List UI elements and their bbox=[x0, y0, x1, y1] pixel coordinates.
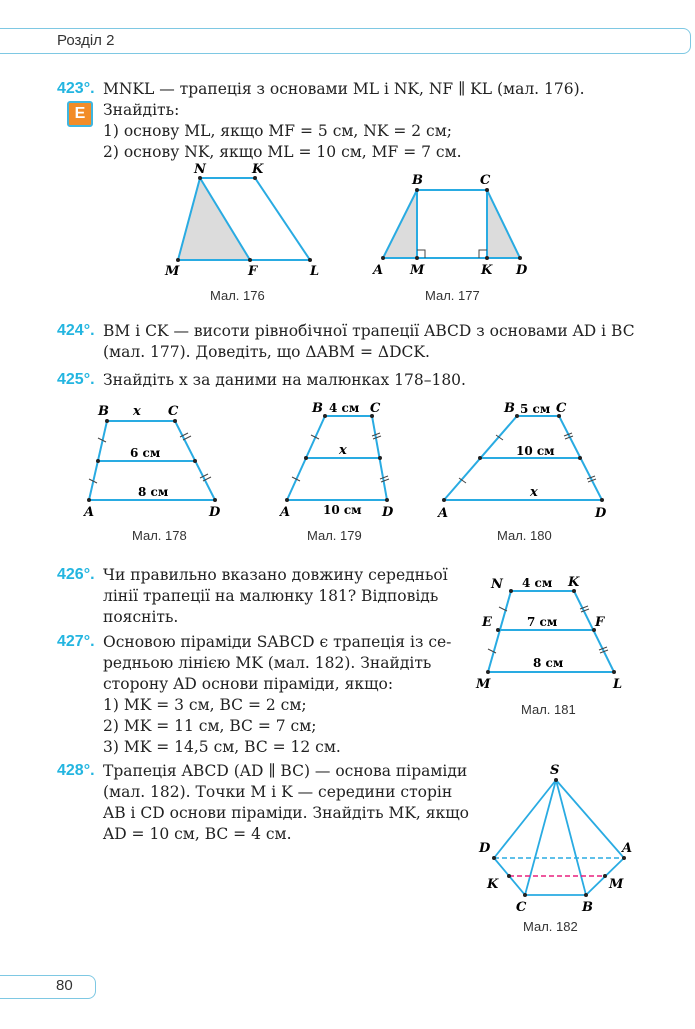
label-b: B bbox=[412, 173, 423, 188]
page-number: 80 bbox=[56, 977, 73, 994]
problem-427-line: 2) MK = 11 см, BC = 7 см; bbox=[103, 717, 317, 735]
label-c: C bbox=[168, 404, 179, 419]
label-d: D bbox=[209, 505, 221, 520]
problem-423-line: Знайдіть: bbox=[103, 101, 180, 119]
caption-176: Мал. 176 bbox=[210, 288, 265, 303]
value-bottom: 8 см bbox=[138, 485, 169, 499]
problem-424-line: (мал. 177). Доведіть, що ΔABM = ΔDCK. bbox=[103, 343, 430, 361]
problem-427-line: 1) MK = 3 см, BC = 2 см; bbox=[103, 696, 307, 714]
label-b: B bbox=[582, 900, 593, 915]
label-b: B bbox=[98, 404, 109, 419]
value-bottom: 8 см bbox=[533, 656, 564, 670]
problem-427-line: сторону AD основи піраміди, якщо: bbox=[103, 675, 394, 693]
label-f: F bbox=[595, 615, 605, 630]
problem-426-line: лінії трапеції на малюнку 181? Відповідь bbox=[103, 587, 439, 605]
problem-428-line: AB і CD основи піраміди. Знайдіть MK, якщо bbox=[103, 804, 469, 822]
value-top: 4 см bbox=[329, 401, 360, 415]
value-mid: x bbox=[339, 443, 347, 458]
label-s: S bbox=[550, 763, 560, 778]
figure-176 bbox=[160, 162, 340, 280]
label-n: N bbox=[491, 577, 503, 592]
label-c: C bbox=[556, 401, 567, 416]
label-k: K bbox=[487, 877, 499, 892]
label-e: E bbox=[482, 615, 492, 630]
value-bottom: x bbox=[530, 485, 538, 500]
label-d: D bbox=[595, 506, 607, 521]
label-b: B bbox=[504, 401, 515, 416]
problem-number-423: 423°. bbox=[57, 80, 95, 97]
problem-number-424: 424°. bbox=[57, 322, 95, 339]
problem-423-line: MNKL — трапеція з основами ML і NK, NF ∥ KL (мал. 176). bbox=[103, 80, 585, 98]
problem-number-425: 425°. bbox=[57, 371, 95, 388]
label-a: A bbox=[84, 505, 95, 520]
label-k: K bbox=[481, 263, 493, 278]
problem-number-428: 428°. bbox=[57, 762, 95, 779]
label-a: A bbox=[373, 263, 384, 278]
problem-426-line: поясніть. bbox=[103, 608, 179, 626]
label-l: L bbox=[613, 677, 623, 692]
value-top: x bbox=[133, 404, 141, 419]
figure-180 bbox=[432, 396, 622, 521]
label-m: M bbox=[410, 263, 425, 278]
caption-177: Мал. 177 bbox=[425, 288, 480, 303]
caption-179: Мал. 179 bbox=[307, 528, 362, 543]
label-a: A bbox=[438, 506, 449, 521]
problem-423-line: 2) основу NK, якщо ML = 10 см, MF = 7 см. bbox=[103, 143, 462, 161]
label-k: K bbox=[568, 575, 580, 590]
problem-427-line: Основою піраміди SABCD є трапеція із се- bbox=[103, 633, 452, 651]
value-top: 4 см bbox=[522, 576, 553, 590]
figure-181 bbox=[470, 570, 640, 695]
label-d: D bbox=[479, 841, 491, 856]
problem-427-line: 3) MK = 14,5 см, BC = 12 см. bbox=[103, 738, 341, 756]
label-c: C bbox=[370, 401, 381, 416]
caption-181: Мал. 181 bbox=[521, 702, 576, 717]
label-b: B bbox=[312, 401, 323, 416]
footer-bar bbox=[0, 975, 96, 999]
value-mid: 7 см bbox=[527, 615, 558, 629]
label-m: M bbox=[609, 877, 624, 892]
e-badge-icon: E bbox=[67, 101, 93, 127]
problem-423-line: 1) основу ML, якщо MF = 5 см, NK = 2 см; bbox=[103, 122, 453, 140]
value-bottom: 10 см bbox=[323, 503, 362, 517]
section-title: Розділ 2 bbox=[57, 32, 115, 49]
label-a: A bbox=[622, 841, 633, 856]
problem-428-line: Трапеція ABCD (AD ∥ BC) — основа піраміди bbox=[103, 762, 468, 780]
value-mid: 6 см bbox=[130, 446, 161, 460]
label-l: L bbox=[310, 264, 320, 279]
problem-427-line: редньою лінією MK (мал. 182). Знайдіть bbox=[103, 654, 432, 672]
value-mid: 10 см bbox=[516, 444, 555, 458]
label-c: C bbox=[480, 173, 491, 188]
problem-426-line: Чи правильно вказано довжину середньої bbox=[103, 566, 448, 584]
caption-182: Мал. 182 bbox=[523, 919, 578, 934]
label-d: D bbox=[382, 505, 394, 520]
value-top: 5 см bbox=[520, 402, 551, 416]
label-n: N bbox=[194, 162, 206, 177]
label-k: K bbox=[252, 162, 264, 177]
problem-number-426: 426°. bbox=[57, 566, 95, 583]
problem-428-line: (мал. 182). Точки M і K — середини сторін bbox=[103, 783, 453, 801]
problem-428-line: AD = 10 см, BC = 4 см. bbox=[103, 825, 292, 843]
problem-425-line: Знайдіть x за даними на малюнках 178–180. bbox=[103, 371, 466, 389]
caption-178: Мал. 178 bbox=[132, 528, 187, 543]
problem-424-line: BM і CK — висоти рівнобічної трапеції ABCD з основами AD і BC bbox=[103, 322, 635, 340]
problem-number-427: 427°. bbox=[57, 633, 95, 650]
label-c: C bbox=[516, 900, 527, 915]
label-f: F bbox=[248, 264, 258, 279]
label-a: A bbox=[280, 505, 291, 520]
figure-178 bbox=[80, 400, 240, 520]
caption-180: Мал. 180 bbox=[497, 528, 552, 543]
label-d: D bbox=[516, 263, 528, 278]
figure-179 bbox=[270, 398, 410, 523]
label-m: M bbox=[476, 677, 491, 692]
label-m: M bbox=[165, 264, 180, 279]
figure-177 bbox=[370, 170, 535, 280]
figure-182 bbox=[470, 760, 650, 920]
